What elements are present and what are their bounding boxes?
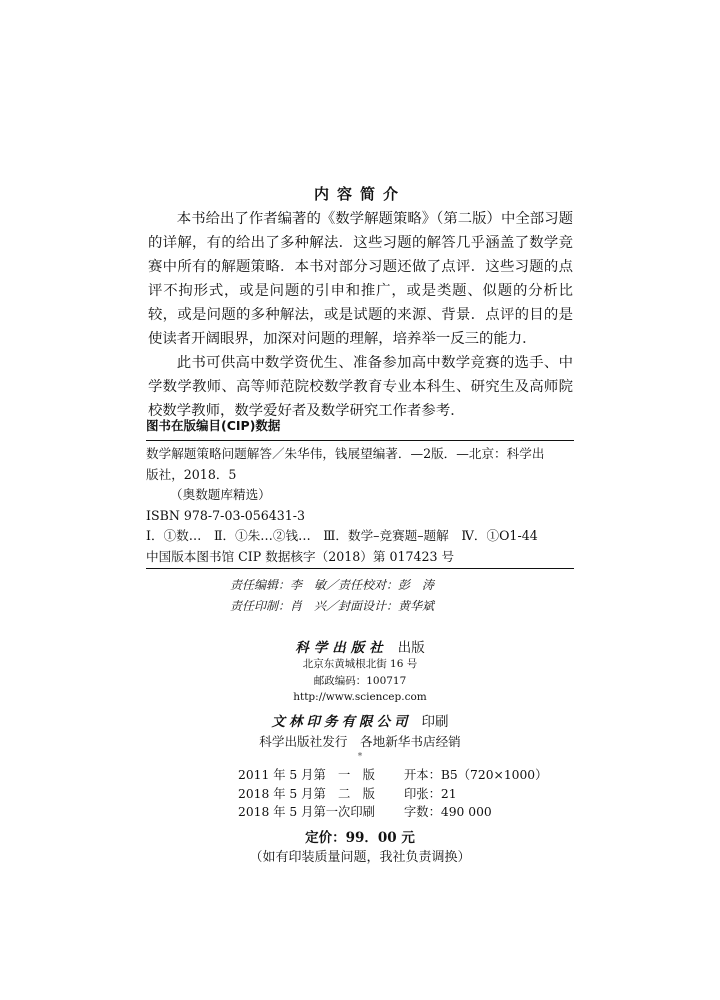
- staff-credits: [230, 575, 434, 617]
- cip-line: 版社，2018．5: [146, 466, 237, 482]
- edition-spec: 开本：B5（720×1000）: [404, 768, 548, 782]
- cip-heading: 图书在版编目(CIP)数据: [146, 418, 281, 433]
- cip-classification: Ⅰ．①数… Ⅱ．①朱…②钱… Ⅲ．数学–竞赛题–题解 Ⅳ．①O1-44: [146, 528, 538, 543]
- edition-date: 2018 年 5 月第 二 版: [238, 786, 375, 801]
- publisher-address: 北京东黄城根北街 16 号: [302, 658, 418, 670]
- edition-spec: 印张：21: [404, 786, 457, 801]
- edition-info: [238, 766, 547, 822]
- cip-number: 中国版本图书馆 CIP 数据核字（2018）第 017423 号: [146, 548, 455, 564]
- cip-series: （奥数题库精选）: [170, 487, 271, 502]
- divider: [146, 568, 574, 569]
- printer-action: 印刷: [421, 714, 449, 730]
- publisher-line: [0, 636, 720, 656]
- publisher-name: 科学出版社: [295, 640, 388, 656]
- publisher-postcode: 邮政编码：100717: [313, 675, 407, 687]
- separator-star: *: [357, 752, 363, 762]
- publisher-website: http://www.sciencep.com: [293, 691, 427, 703]
- intro-text: [148, 207, 573, 423]
- cip-block: [146, 444, 574, 567]
- distribution-line: 科学出版社发行 各地新华书店经销: [259, 734, 461, 749]
- publisher-action: 出版: [397, 640, 425, 656]
- printer-line: [0, 710, 720, 730]
- quality-notice: （如有印装质量问题，我社负责调换）: [249, 850, 471, 865]
- edition-row: [238, 803, 547, 822]
- staff-line: 责任印制：肖 兴／封面设计：黄华斌: [230, 599, 435, 613]
- price: 定价：99．00 元: [305, 830, 415, 846]
- cip-line: 数学解题策略问题解答／朱华伟，钱展望编著．—2版．—北京：科学出: [146, 446, 545, 461]
- intro-paragraph: 此书可供高中数学资优生、准备参加高中数学竞赛的选手、中学数学教师、高等师范院校数学教育专业本科生、研究生及高师院校数学教师，数学爱好者及数学研究工作者参考．: [148, 355, 573, 419]
- cip-isbn: ISBN 978-7-03-056431-3: [146, 507, 306, 523]
- intro-title: 内容简介: [313, 185, 406, 203]
- edition-date: 2018 年 5 月第一次印刷: [238, 805, 375, 819]
- printer-name: 文林印务有限公司: [271, 714, 412, 730]
- staff-line: 责任编辑：李 敏／责任校对：彭 涛: [230, 578, 435, 592]
- edition-row: [238, 766, 547, 785]
- intro-paragraph: 本书给出了作者编著的《数学解题策略》（第二版）中全部习题的详解，有的给出了多种解法．这些习题的解答几乎涵盖了数学竞赛中所有的解题策略．本书对部分习题还做了点评．这些习题的点评不拘形式，或是问题的引申和推广，或是类题、似题的分析比较，或是问题的多种解法，或是试题的来源、背景．点评的目的是使读者开阔眼界，加深对问题的理解，培养举一反三的能力．: [148, 211, 573, 347]
- edition-row: [238, 785, 547, 804]
- edition-spec: 字数：490 000: [404, 805, 492, 819]
- edition-date: 2011 年 5 月第 一 版: [238, 768, 375, 782]
- divider: [146, 440, 574, 441]
